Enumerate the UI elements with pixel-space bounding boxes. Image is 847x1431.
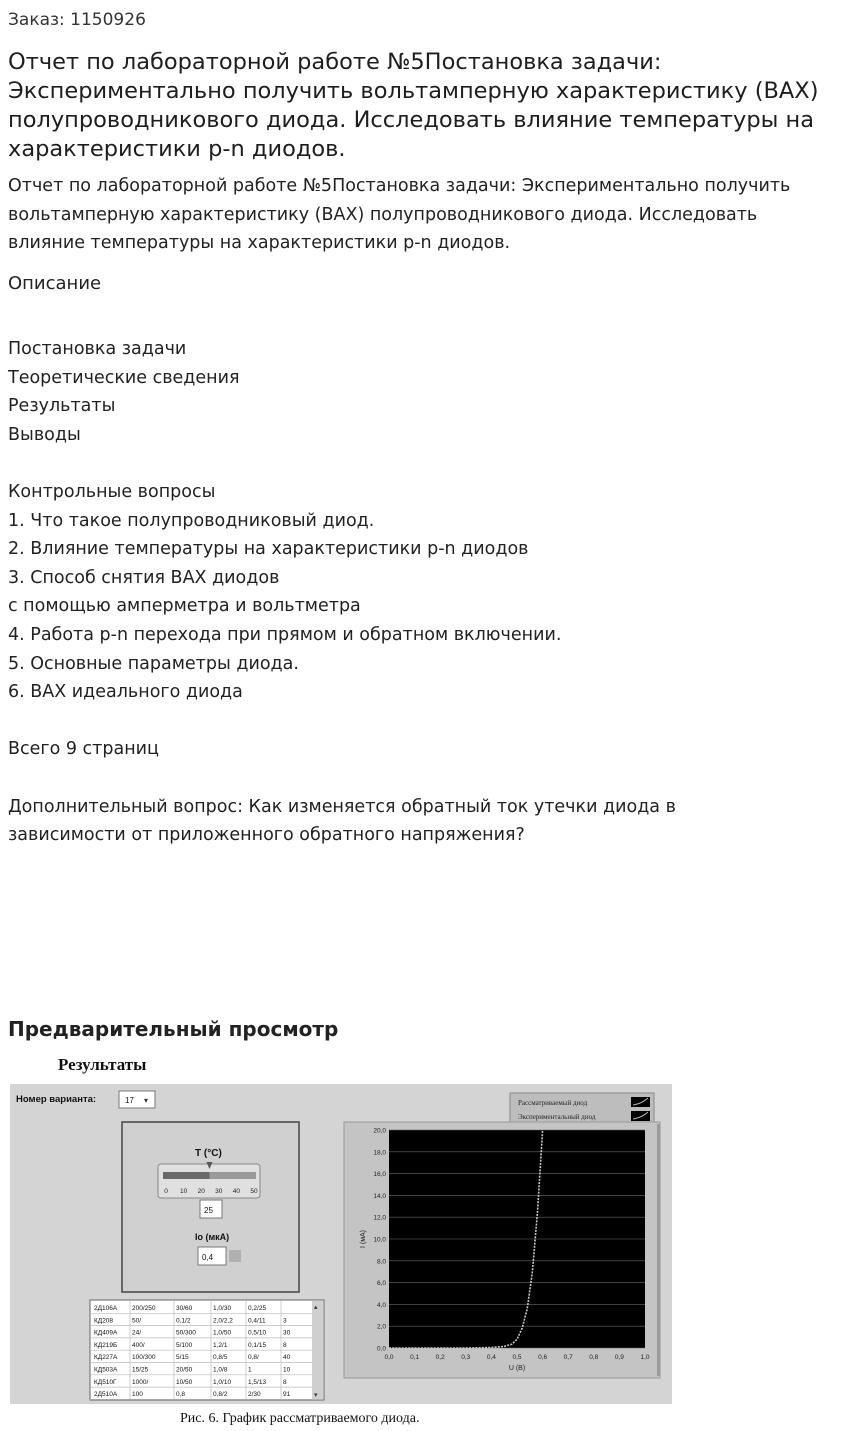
results-heading: Результаты	[58, 1055, 147, 1074]
x-axis-label: U (В)	[508, 1365, 526, 1372]
table-cell: 15/25	[132, 1366, 149, 1374]
table-cell: 1,0/50	[213, 1329, 232, 1337]
slider-fill	[163, 1172, 210, 1179]
content-line: Теоретические сведения	[8, 367, 240, 388]
table-cell: 0,8/2	[213, 1391, 228, 1399]
labview-panel-scan	[8, 1050, 674, 1431]
table-cell: 100/300	[132, 1354, 156, 1362]
table-cell: 2Д106А	[94, 1305, 118, 1312]
table-cell: КД503А	[94, 1366, 118, 1374]
content-line: Выводы	[8, 424, 81, 445]
page-title: Отчет по лабораторной работе №5Постановка задачи: Экспериментально получить вольтамперную характеристику (ВАХ) полупроводникового диода. Исследовать влияние температуры на характеристики p-n диодов.	[8, 49, 819, 162]
order-number: Заказ: 1150926	[8, 10, 146, 30]
temperature-tick: 30	[215, 1188, 223, 1195]
table-cell: 0,1/15	[248, 1341, 267, 1349]
table-cell: КД219Б	[94, 1341, 118, 1349]
content-line: зависимости от приложенного обратного напряжения?	[8, 825, 525, 846]
temperature-value: 25	[204, 1206, 213, 1215]
x-tick-label: 0,8	[589, 1354, 599, 1361]
temperature-tick: 50	[250, 1188, 258, 1195]
content-line: 1. Что такое полупроводниковый диод.	[8, 510, 375, 531]
x-tick-label: 0,1	[410, 1354, 420, 1361]
content-line	[8, 764, 676, 793]
io-indicator	[229, 1250, 241, 1262]
y-tick-label: 20,0	[373, 1127, 386, 1135]
content-line: Результаты	[8, 396, 116, 417]
table-cell: 400/	[132, 1341, 145, 1349]
table-cell: 0,2/25	[248, 1305, 267, 1312]
y-tick-label: 4,0	[376, 1301, 386, 1309]
y-tick-label: 16,0	[373, 1171, 386, 1179]
temperature-tick: 0	[164, 1188, 168, 1195]
preview-image	[8, 1050, 674, 1431]
preview-heading: Предварительный просмотр	[8, 1017, 339, 1041]
legend-entry-2: Экспериментальный диод	[518, 1113, 596, 1121]
variant-value: 17	[125, 1096, 134, 1105]
table-cell: 20/50	[176, 1366, 193, 1374]
x-tick-label: 0,6	[538, 1354, 548, 1361]
content-line: Постановка задачи	[8, 339, 187, 359]
table-cell: 10/50	[176, 1378, 193, 1386]
table-cell: 30/60	[176, 1305, 193, 1312]
io-value: 0,4	[202, 1253, 214, 1262]
y-tick-label: 14,0	[373, 1192, 386, 1200]
y-tick-label: 8,0	[376, 1258, 386, 1266]
contents-list	[8, 335, 676, 850]
x-tick-label: 1,0	[640, 1354, 650, 1361]
table-cell: 50/	[132, 1317, 142, 1325]
table-cell: 1,0/8	[213, 1366, 228, 1374]
table-cell: 50/300	[176, 1329, 196, 1337]
legend-entry-1: Рассматриваемый диод	[518, 1099, 588, 1107]
scroll-up-icon[interactable]: ▴	[314, 1303, 318, 1311]
table-cell: 1,5/13	[248, 1378, 267, 1386]
table-cell: 91	[283, 1391, 291, 1399]
y-tick-label: 6,0	[376, 1280, 386, 1288]
table-cell: 5/15	[176, 1354, 189, 1362]
table-cell: 2,0/2,2	[213, 1317, 233, 1325]
content-line: 2. Влияние температуры на характеристики p-n диодов	[8, 539, 529, 560]
table-cell: 100	[132, 1391, 143, 1399]
content-line: Дополнительный вопрос: Как изменяется обратный ток утечки диода в	[8, 796, 676, 817]
x-tick-label: 0,5	[512, 1354, 522, 1361]
table-cell: 1,0/30	[213, 1305, 232, 1312]
content-line	[8, 707, 676, 736]
io-label: Io (мкА)	[195, 1232, 230, 1242]
y-tick-label: 12,0	[373, 1214, 386, 1222]
x-tick-label: 0,7	[563, 1354, 573, 1361]
variant-label: Номер варианта:	[16, 1094, 97, 1105]
table-scrollbar[interactable]	[312, 1301, 323, 1399]
figure-caption: Рис. 6. График рассматриваемого диода.	[180, 1411, 420, 1426]
x-tick-label: 0,3	[461, 1354, 471, 1361]
content-line	[8, 449, 676, 478]
table-cell: 1,2/1	[213, 1341, 228, 1349]
description-heading: Описание	[8, 273, 102, 294]
scroll-down-icon[interactable]: ▾	[314, 1391, 318, 1399]
x-tick-label: 0,9	[614, 1354, 624, 1361]
table-cell: 1,0/10	[213, 1378, 232, 1386]
table-cell: 8	[283, 1341, 287, 1349]
table-cell: 200/250	[132, 1305, 156, 1312]
chevron-down-icon: ▾	[144, 1096, 149, 1105]
table-cell: 0,4/11	[248, 1317, 266, 1325]
table-cell: 10	[283, 1366, 291, 1374]
table-cell: 0,8/	[248, 1354, 259, 1362]
content-line: 4. Работа p-n перехода при прямом и обратном включении.	[8, 624, 562, 645]
table-cell: 2/30	[248, 1391, 261, 1399]
table-cell: 0,1/2	[176, 1317, 191, 1325]
table-cell: 1000/	[132, 1378, 149, 1386]
y-tick-label: 10,0	[373, 1236, 386, 1244]
table-cell: 8	[283, 1378, 287, 1386]
table-cell: 30	[283, 1329, 291, 1337]
temperature-tick: 10	[179, 1188, 188, 1195]
x-tick-label: 0,2	[435, 1354, 445, 1361]
temperature-slider[interactable]	[158, 1164, 260, 1198]
table-cell: КД227А	[94, 1354, 118, 1362]
lead-paragraph: Отчет по лабораторной работе №5Постановка задачи: Экспериментально получить вольтамперную характеристику (ВАХ) полупроводникового диода. Исследовать влияние температуры на характеристики p-n диодов.	[8, 176, 791, 253]
content-line: 3. Способ снятия ВАХ диодов	[8, 567, 280, 588]
y-tick-label: 0,0	[376, 1345, 386, 1353]
table-cell: 5/100	[176, 1341, 193, 1349]
content-line: с помощью амперметра и вольтметра	[8, 596, 361, 617]
temperature-tick: 40	[232, 1188, 241, 1195]
table-cell: КД510Г	[94, 1378, 117, 1386]
table-cell: 1	[248, 1366, 252, 1374]
y-tick-label: 18,0	[373, 1149, 386, 1157]
table-cell: 24/	[132, 1329, 142, 1337]
y-axis-label: I (мА)	[360, 1229, 367, 1249]
table-cell: 0,8/5	[213, 1354, 228, 1362]
content-line: Всего 9 страниц	[8, 739, 159, 760]
table-cell: КД208	[94, 1317, 114, 1325]
table-cell: 2Д510А	[94, 1391, 118, 1399]
x-tick-label: 0,0	[384, 1354, 394, 1361]
iv-chart	[360, 1128, 650, 1373]
temperature-tick: 20	[197, 1188, 205, 1195]
table-cell: 40	[283, 1354, 291, 1362]
table-cell: 0,8	[176, 1391, 186, 1399]
table-cell: КД409А	[94, 1329, 118, 1337]
chart-frame-edge	[657, 1124, 660, 1376]
table-cell: 0,5/10	[248, 1329, 267, 1337]
content-line: 6. ВАХ идеального диода	[8, 682, 243, 703]
x-tick-label: 0,4	[486, 1354, 496, 1361]
y-tick-label: 2,0	[376, 1323, 386, 1331]
content-line: 5. Основные параметры диода.	[8, 653, 299, 674]
content-line: Контрольные вопросы	[8, 481, 216, 502]
temperature-label: T (°C)	[195, 1148, 222, 1159]
table-cell: 3	[283, 1317, 287, 1325]
